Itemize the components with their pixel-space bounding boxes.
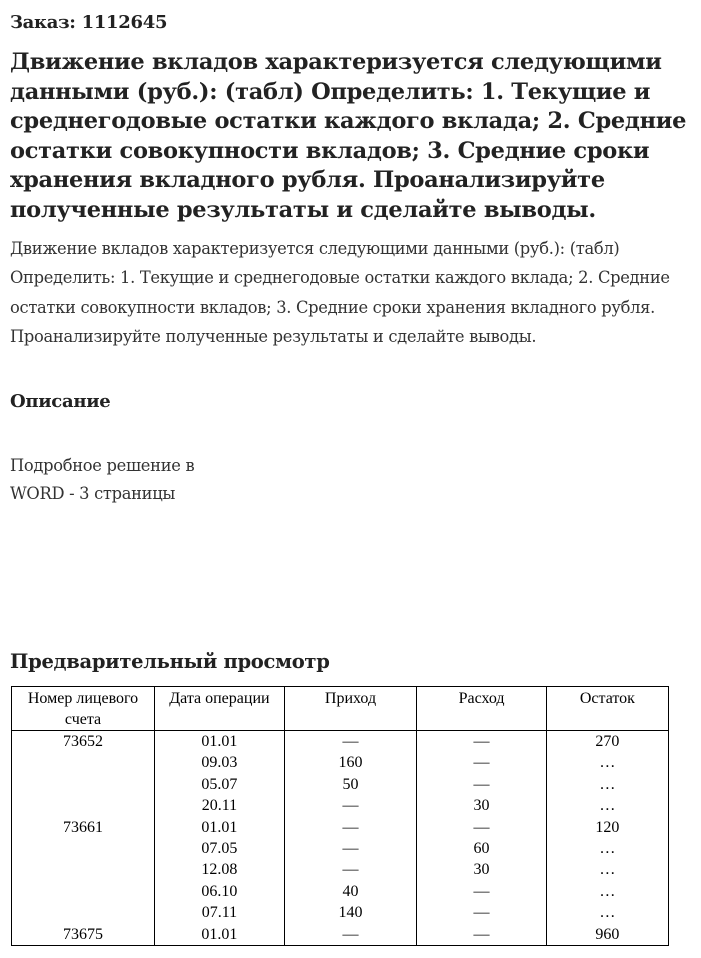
cell-expense: —: [417, 881, 547, 902]
cell-balance: 120: [595, 818, 620, 836]
description-body: [10, 452, 410, 508]
preview-heading: Предварительный просмотр: [10, 650, 330, 673]
table-row: [12, 817, 668, 838]
deposits-table: [12, 687, 668, 945]
cell-balance: …: [599, 904, 616, 922]
cell-income: 160: [284, 752, 417, 773]
cell-balance: …: [599, 775, 616, 793]
cell-operation-date: 20.11: [155, 795, 285, 816]
cell-income: —: [284, 924, 417, 945]
table-row: [12, 752, 668, 773]
cell-operation-date: 09.03: [155, 752, 285, 773]
cell-account-number: 73652: [12, 731, 155, 753]
description-line: WORD - 3 страницы: [10, 484, 176, 503]
cell-operation-date: 01.01: [155, 817, 285, 838]
table-row: [12, 902, 668, 923]
cell-expense: 30: [417, 859, 547, 880]
cell-income: 40: [284, 881, 417, 902]
table-row: [12, 859, 668, 880]
cell-operation-date: 12.08: [155, 859, 285, 880]
order-number: Заказ: 1112645: [10, 12, 168, 33]
cell-income: —: [284, 817, 417, 838]
cell-income: —: [284, 838, 417, 859]
cell-balance: 960: [595, 925, 620, 943]
table-row: [12, 881, 668, 902]
cell-operation-date: 01.01: [155, 731, 285, 753]
cell-account-number: [12, 838, 155, 859]
cell-income: 50: [284, 774, 417, 795]
cell-balance: …: [599, 861, 616, 879]
cell-balance: …: [599, 840, 616, 858]
cell-expense: —: [417, 774, 547, 795]
cell-account-number: [12, 902, 155, 923]
cell-income: —: [284, 795, 417, 816]
preview-image[interactable]: [11, 686, 669, 946]
description-line: Подробное решение в: [10, 456, 195, 475]
cell-expense: —: [417, 924, 547, 945]
cell-expense: 30: [417, 795, 547, 816]
header-income: Приход: [284, 687, 417, 731]
cell-account-number: [12, 795, 155, 816]
table-row: [12, 795, 668, 816]
cell-account-number: 73675: [12, 924, 155, 945]
table-row: [12, 774, 668, 795]
cell-balance: …: [599, 882, 616, 900]
table-row: [12, 731, 668, 753]
cell-account-number: [12, 859, 155, 880]
cell-expense: —: [417, 752, 547, 773]
description-heading: Описание: [10, 391, 111, 412]
cell-operation-date: 01.01: [155, 924, 285, 945]
cell-account-number: [12, 881, 155, 902]
cell-account-number: [12, 752, 155, 773]
table-header-row: [12, 687, 668, 731]
cell-expense: —: [417, 902, 547, 923]
cell-account-number: 73661: [12, 817, 155, 838]
cell-operation-date: 07.11: [155, 902, 285, 923]
cell-expense: —: [417, 817, 547, 838]
cell-expense: —: [417, 731, 547, 753]
cell-operation-date: 05.07: [155, 774, 285, 795]
cell-balance: 270: [595, 733, 620, 750]
cell-income: —: [284, 859, 417, 880]
table-row: [12, 924, 668, 945]
header-operation-date: Дата операции: [155, 687, 285, 731]
cell-operation-date: 07.05: [155, 838, 285, 859]
header-balance: Остаток: [546, 687, 668, 731]
cell-balance: …: [599, 754, 616, 772]
page-title: Движение вкладов характеризуется следующими данными (руб.): (табл) Определить: 1. Текущие и среднегодовые остатки каждого вклада; 2. Средние остатки совокупности вкладов; 3. Средние сроки хранения вкладного рубля. Проанализируйте полученные результаты и сделайте выводы.: [10, 49, 687, 223]
cell-operation-date: 06.10: [155, 881, 285, 902]
header-account-number: Номер лицевого счета: [12, 687, 155, 731]
table-row: [12, 838, 668, 859]
cell-balance: …: [599, 797, 616, 815]
cell-account-number: [12, 774, 155, 795]
header-expense: Расход: [417, 687, 547, 731]
cell-income: 140: [284, 902, 417, 923]
table-body: [12, 731, 668, 946]
cell-expense: 60: [417, 838, 547, 859]
cell-income: —: [284, 731, 417, 753]
task-description: Движение вкладов характеризуется следующими данными (руб.): (табл) Определить: 1. Текущие и среднегодовые остатки каждого вклада; 2. Средние остатки совокупности вкладов; 3. Средние сроки хранения вкладного рубля. Проанализируйте полученные результаты и сделайте выводы.: [10, 239, 670, 346]
